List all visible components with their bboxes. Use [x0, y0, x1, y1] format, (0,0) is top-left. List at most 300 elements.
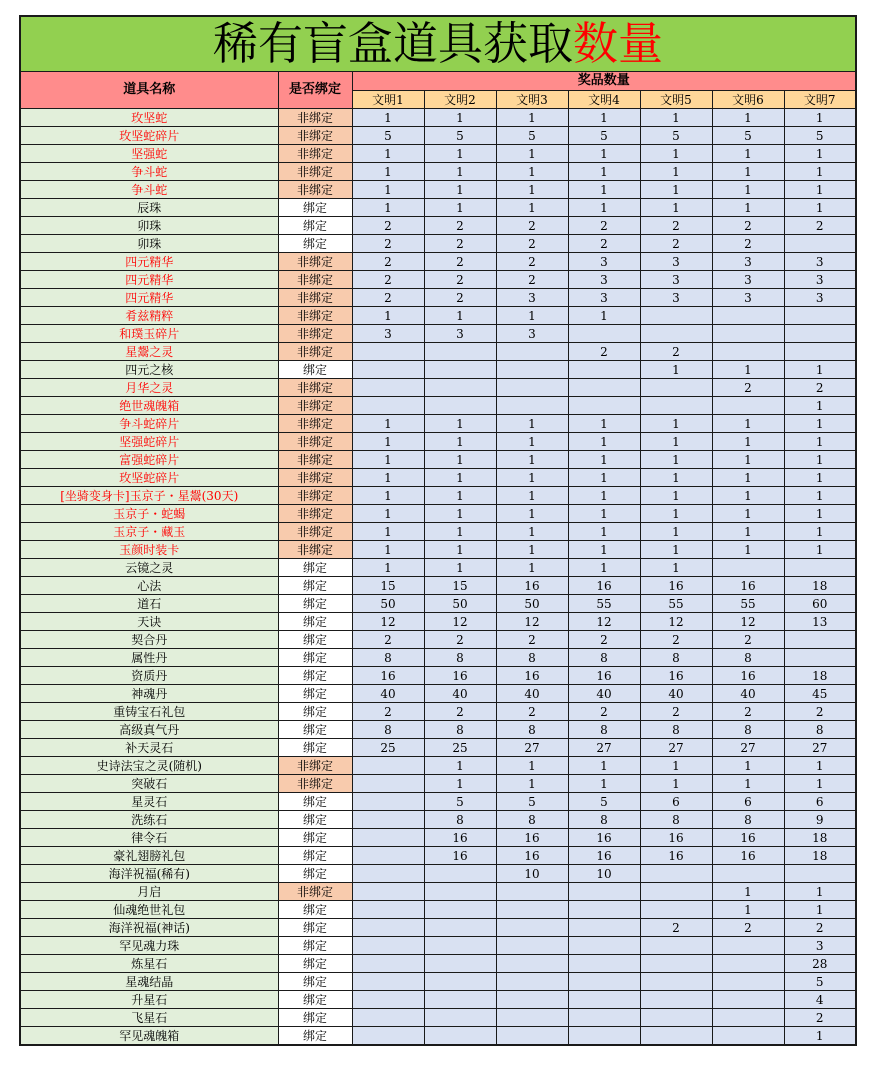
- tier-header-1: 文明1: [352, 91, 424, 109]
- table-row: [20, 811, 856, 829]
- quantity-cell: [352, 1009, 424, 1027]
- quantity-cell: 2: [352, 289, 424, 307]
- quantity-cell: 40: [352, 685, 424, 703]
- quantity-cell: 1: [352, 181, 424, 199]
- quantity-cell: [424, 919, 496, 937]
- quantity-cell: [640, 865, 712, 883]
- quantity-cell: 28: [784, 955, 856, 973]
- item-name-cell: 四元之核: [20, 361, 278, 379]
- quantity-cell: 12: [712, 613, 784, 631]
- quantity-cell: 1: [424, 757, 496, 775]
- table-row: [20, 613, 856, 631]
- quantity-cell: 27: [712, 739, 784, 757]
- quantity-cell: 2: [352, 217, 424, 235]
- item-name-cell: 律令石: [20, 829, 278, 847]
- item-name-cell: 肴兹精粹: [20, 307, 278, 325]
- quantity-cell: 2: [640, 631, 712, 649]
- bind-status-cell: 绑定: [278, 595, 352, 613]
- item-name-cell: 罕见魂魄箱: [20, 1027, 278, 1046]
- header-row: [20, 72, 856, 91]
- bind-status-cell: 非绑定: [278, 415, 352, 433]
- quantity-cell: 1: [784, 361, 856, 379]
- quantity-cell: 1: [784, 541, 856, 559]
- bind-status-cell: 非绑定: [278, 163, 352, 181]
- quantity-cell: 6: [712, 793, 784, 811]
- table-row: [20, 901, 856, 919]
- item-name-cell: 星鬶之灵: [20, 343, 278, 361]
- item-name-cell: 辰珠: [20, 199, 278, 217]
- quantity-cell: 16: [352, 667, 424, 685]
- quantity-cell: [568, 883, 640, 901]
- quantity-cell: 1: [784, 199, 856, 217]
- bind-status-cell: 绑定: [278, 955, 352, 973]
- item-name-cell: 四元精华: [20, 289, 278, 307]
- quantity-cell: 2: [496, 253, 568, 271]
- quantity-cell: [352, 973, 424, 991]
- quantity-cell: 2: [784, 217, 856, 235]
- quantity-cell: 1: [640, 469, 712, 487]
- bind-status-cell: 非绑定: [278, 469, 352, 487]
- quantity-cell: 8: [352, 649, 424, 667]
- quantity-cell: 16: [424, 667, 496, 685]
- quantity-cell: [352, 397, 424, 415]
- quantity-cell: 2: [568, 343, 640, 361]
- quantity-cell: 1: [568, 109, 640, 127]
- bind-status-cell: 非绑定: [278, 325, 352, 343]
- quantity-cell: [496, 343, 568, 361]
- quantity-cell: 2: [784, 379, 856, 397]
- quantity-cell: [424, 955, 496, 973]
- item-name-cell: 海洋祝福(稀有): [20, 865, 278, 883]
- quantity-cell: 3: [640, 289, 712, 307]
- table-row: [20, 1027, 856, 1046]
- quantity-cell: [568, 991, 640, 1009]
- quantity-cell: 1: [784, 1027, 856, 1046]
- bind-status-cell: 非绑定: [278, 271, 352, 289]
- bind-status-cell: 非绑定: [278, 433, 352, 451]
- quantity-cell: 8: [712, 811, 784, 829]
- table-row: [20, 109, 856, 127]
- quantity-cell: [640, 973, 712, 991]
- quantity-cell: 1: [784, 883, 856, 901]
- quantity-cell: [640, 397, 712, 415]
- quantity-cell: 1: [568, 145, 640, 163]
- quantity-cell: 1: [424, 163, 496, 181]
- quantity-cell: 1: [352, 487, 424, 505]
- quantity-cell: [352, 757, 424, 775]
- quantity-cell: 50: [352, 595, 424, 613]
- quantity-cell: 1: [568, 559, 640, 577]
- quantity-cell: 1: [424, 469, 496, 487]
- item-name-cell: 月启: [20, 883, 278, 901]
- quantity-cell: 40: [568, 685, 640, 703]
- quantity-cell: 5: [712, 127, 784, 145]
- table-row: [20, 505, 856, 523]
- quantity-cell: 16: [712, 829, 784, 847]
- quantity-cell: 55: [568, 595, 640, 613]
- table-row: [20, 757, 856, 775]
- quantity-cell: [496, 1009, 568, 1027]
- bind-status-cell: 绑定: [278, 613, 352, 631]
- quantity-cell: 5: [568, 127, 640, 145]
- quantity-cell: [496, 901, 568, 919]
- quantity-cell: [352, 991, 424, 1009]
- tier-header-4: 文明4: [568, 91, 640, 109]
- quantity-cell: 1: [424, 199, 496, 217]
- item-name-cell: 史诗法宝之灵(随机): [20, 757, 278, 775]
- quantity-cell: [568, 919, 640, 937]
- quantity-cell: 1: [712, 487, 784, 505]
- quantity-cell: [424, 397, 496, 415]
- table-row: [20, 469, 856, 487]
- quantity-cell: 16: [568, 847, 640, 865]
- quantity-cell: 1: [352, 505, 424, 523]
- item-name-cell: 重铸宝石礼包: [20, 703, 278, 721]
- quantity-cell: 3: [352, 325, 424, 343]
- item-name-cell: 争斗蛇碎片: [20, 415, 278, 433]
- bind-status-cell: 绑定: [278, 649, 352, 667]
- table-row: [20, 631, 856, 649]
- bind-status-cell: 绑定: [278, 847, 352, 865]
- quantity-cell: 6: [640, 793, 712, 811]
- quantity-cell: 1: [784, 505, 856, 523]
- quantity-cell: 1: [424, 181, 496, 199]
- item-name-cell: 高级真气丹: [20, 721, 278, 739]
- quantity-cell: 2: [784, 703, 856, 721]
- bind-status-cell: 绑定: [278, 631, 352, 649]
- quantity-cell: 2: [712, 703, 784, 721]
- quantity-cell: [496, 1027, 568, 1046]
- quantity-cell: 15: [424, 577, 496, 595]
- quantity-cell: [712, 397, 784, 415]
- quantity-cell: 1: [496, 469, 568, 487]
- quantity-cell: 2: [352, 271, 424, 289]
- item-name-cell: 玫坚蛇碎片: [20, 127, 278, 145]
- quantity-cell: 16: [568, 829, 640, 847]
- bind-status-cell: 非绑定: [278, 883, 352, 901]
- item-name-cell: 契合丹: [20, 631, 278, 649]
- quantity-cell: 60: [784, 595, 856, 613]
- quantity-cell: 16: [640, 847, 712, 865]
- table-row: [20, 775, 856, 793]
- quantity-cell: 18: [784, 847, 856, 865]
- quantity-cell: [712, 1009, 784, 1027]
- table-row: [20, 847, 856, 865]
- quantity-cell: [640, 883, 712, 901]
- quantity-cell: 1: [424, 775, 496, 793]
- quantity-cell: 1: [640, 505, 712, 523]
- tier-header-5: 文明5: [640, 91, 712, 109]
- quantity-cell: 10: [568, 865, 640, 883]
- quantity-cell: [352, 361, 424, 379]
- bind-status-cell: 绑定: [278, 559, 352, 577]
- quantity-cell: 4: [784, 991, 856, 1009]
- quantity-cell: 16: [496, 577, 568, 595]
- table-row: [20, 415, 856, 433]
- quantity-cell: [784, 307, 856, 325]
- table-row: [20, 721, 856, 739]
- item-name-cell: [坐骑变身卡]玉京子・星鬶(30天): [20, 487, 278, 505]
- quantity-cell: 16: [424, 829, 496, 847]
- quantity-cell: 1: [712, 451, 784, 469]
- table-row: [20, 577, 856, 595]
- bind-status-cell: 绑定: [278, 901, 352, 919]
- quantity-cell: [712, 307, 784, 325]
- quantity-cell: 25: [424, 739, 496, 757]
- item-name-cell: 玉颜时装卡: [20, 541, 278, 559]
- quantity-cell: 1: [352, 199, 424, 217]
- bind-status-cell: 非绑定: [278, 541, 352, 559]
- quantity-cell: 3: [712, 253, 784, 271]
- bind-status-cell: 绑定: [278, 937, 352, 955]
- quantity-cell: 1: [784, 433, 856, 451]
- quantity-cell: 2: [352, 253, 424, 271]
- bind-status-cell: 非绑定: [278, 379, 352, 397]
- item-name-cell: 飞星石: [20, 1009, 278, 1027]
- quantity-cell: 1: [640, 487, 712, 505]
- quantity-cell: 1: [640, 361, 712, 379]
- quantity-cell: [352, 829, 424, 847]
- quantity-cell: 1: [640, 415, 712, 433]
- table-row: [20, 487, 856, 505]
- quantity-cell: 1: [352, 415, 424, 433]
- quantity-cell: [784, 343, 856, 361]
- item-quantity-table: [19, 15, 857, 1046]
- quantity-cell: 2: [496, 271, 568, 289]
- item-name-cell: 突破石: [20, 775, 278, 793]
- quantity-cell: 27: [496, 739, 568, 757]
- quantity-cell: [424, 379, 496, 397]
- quantity-cell: [640, 955, 712, 973]
- quantity-cell: 3: [568, 289, 640, 307]
- item-name-cell: 仙魂绝世礼包: [20, 901, 278, 919]
- quantity-cell: 1: [640, 541, 712, 559]
- quantity-cell: 1: [424, 145, 496, 163]
- table-row: [20, 667, 856, 685]
- item-name-cell: 卯珠: [20, 235, 278, 253]
- quantity-cell: 9: [784, 811, 856, 829]
- item-name-cell: 四元精华: [20, 271, 278, 289]
- item-name-cell: 洗练石: [20, 811, 278, 829]
- quantity-cell: [352, 811, 424, 829]
- quantity-cell: 1: [640, 109, 712, 127]
- quantity-cell: 1: [784, 397, 856, 415]
- table-row: [20, 181, 856, 199]
- quantity-cell: 2: [712, 379, 784, 397]
- quantity-cell: 3: [496, 325, 568, 343]
- bind-status-cell: 非绑定: [278, 181, 352, 199]
- quantity-cell: 1: [352, 469, 424, 487]
- quantity-cell: 1: [568, 415, 640, 433]
- quantity-cell: 16: [496, 829, 568, 847]
- quantity-cell: 16: [568, 577, 640, 595]
- quantity-cell: [784, 559, 856, 577]
- quantity-cell: 40: [712, 685, 784, 703]
- quantity-cell: 3: [640, 271, 712, 289]
- quantity-cell: 8: [568, 721, 640, 739]
- quantity-cell: 3: [784, 289, 856, 307]
- quantity-cell: 2: [424, 631, 496, 649]
- item-name-cell: 云镜之灵: [20, 559, 278, 577]
- item-name-cell: 海洋祝福(神话): [20, 919, 278, 937]
- quantity-cell: 3: [568, 271, 640, 289]
- quantity-cell: 6: [784, 793, 856, 811]
- quantity-cell: [496, 397, 568, 415]
- bind-status-cell: 绑定: [278, 829, 352, 847]
- quantity-cell: 3: [784, 937, 856, 955]
- quantity-cell: 1: [784, 145, 856, 163]
- table-row: [20, 595, 856, 613]
- quantity-cell: 1: [640, 451, 712, 469]
- bind-status-cell: 绑定: [278, 865, 352, 883]
- quantity-cell: 1: [784, 181, 856, 199]
- quantity-cell: 2: [496, 703, 568, 721]
- bind-status-cell: 绑定: [278, 973, 352, 991]
- quantity-cell: 1: [784, 109, 856, 127]
- quantity-cell: 8: [568, 649, 640, 667]
- table-row: [20, 235, 856, 253]
- quantity-cell: 13: [784, 613, 856, 631]
- tier-header-6: 文明6: [712, 91, 784, 109]
- prize-quantity-header: 奖品数量: [352, 72, 856, 91]
- quantity-cell: 3: [712, 289, 784, 307]
- table-row: [20, 343, 856, 361]
- item-name-cell: 和璞玉碎片: [20, 325, 278, 343]
- quantity-cell: [352, 1027, 424, 1046]
- quantity-cell: [424, 1009, 496, 1027]
- bind-status-cell: 绑定: [278, 577, 352, 595]
- quantity-cell: 8: [496, 811, 568, 829]
- quantity-cell: 1: [784, 523, 856, 541]
- quantity-cell: 1: [712, 523, 784, 541]
- item-name-cell: 资质丹: [20, 667, 278, 685]
- quantity-cell: 18: [784, 829, 856, 847]
- quantity-cell: [424, 865, 496, 883]
- quantity-cell: [568, 397, 640, 415]
- quantity-cell: [496, 919, 568, 937]
- quantity-cell: 1: [712, 109, 784, 127]
- quantity-cell: [424, 883, 496, 901]
- quantity-cell: 3: [712, 271, 784, 289]
- quantity-cell: 5: [784, 127, 856, 145]
- table-row: [20, 685, 856, 703]
- quantity-cell: 1: [640, 181, 712, 199]
- quantity-cell: [424, 361, 496, 379]
- item-name-cell: 月华之灵: [20, 379, 278, 397]
- quantity-cell: [784, 325, 856, 343]
- quantity-cell: 12: [640, 613, 712, 631]
- quantity-cell: [352, 955, 424, 973]
- item-name-cell: 罕见魂力珠: [20, 937, 278, 955]
- quantity-cell: [568, 1027, 640, 1046]
- quantity-cell: [352, 379, 424, 397]
- quantity-cell: [640, 379, 712, 397]
- bind-status-cell: 非绑定: [278, 109, 352, 127]
- quantity-cell: [496, 991, 568, 1009]
- quantity-cell: 55: [712, 595, 784, 613]
- quantity-cell: [352, 883, 424, 901]
- table-row: [20, 991, 856, 1009]
- title-accent: 数量: [573, 17, 664, 70]
- quantity-cell: 1: [712, 145, 784, 163]
- quantity-cell: 3: [640, 253, 712, 271]
- quantity-cell: 1: [424, 433, 496, 451]
- quantity-cell: 1: [712, 505, 784, 523]
- quantity-cell: 12: [496, 613, 568, 631]
- quantity-cell: [424, 991, 496, 1009]
- quantity-cell: 2: [568, 235, 640, 253]
- quantity-cell: 1: [640, 757, 712, 775]
- quantity-cell: 15: [352, 577, 424, 595]
- bind-status-cell: 非绑定: [278, 145, 352, 163]
- item-name-cell: 神魂丹: [20, 685, 278, 703]
- quantity-cell: 2: [712, 235, 784, 253]
- quantity-cell: 1: [352, 559, 424, 577]
- quantity-cell: 1: [496, 109, 568, 127]
- item-name-cell: 星魂结晶: [20, 973, 278, 991]
- quantity-cell: 1: [496, 307, 568, 325]
- item-name-cell: 玫坚蛇: [20, 109, 278, 127]
- quantity-cell: 1: [784, 469, 856, 487]
- quantity-cell: 2: [352, 703, 424, 721]
- bind-status-cell: 绑定: [278, 685, 352, 703]
- quantity-cell: 1: [496, 541, 568, 559]
- tier-header-7: 文明7: [784, 91, 856, 109]
- bind-status-cell: 非绑定: [278, 523, 352, 541]
- quantity-cell: 8: [712, 649, 784, 667]
- quantity-cell: 5: [424, 127, 496, 145]
- bind-status-cell: 绑定: [278, 721, 352, 739]
- quantity-cell: 1: [712, 775, 784, 793]
- quantity-cell: 1: [568, 181, 640, 199]
- bind-status-cell: 绑定: [278, 199, 352, 217]
- quantity-cell: 8: [640, 649, 712, 667]
- table-row: [20, 649, 856, 667]
- table-row: [20, 955, 856, 973]
- quantity-cell: 27: [640, 739, 712, 757]
- quantity-cell: 1: [496, 199, 568, 217]
- quantity-cell: 2: [352, 235, 424, 253]
- quantity-cell: [640, 307, 712, 325]
- quantity-cell: 12: [568, 613, 640, 631]
- quantity-cell: 1: [784, 757, 856, 775]
- quantity-cell: 5: [496, 793, 568, 811]
- bind-status-cell: 绑定: [278, 739, 352, 757]
- quantity-cell: 18: [784, 667, 856, 685]
- quantity-cell: 1: [568, 487, 640, 505]
- bind-status-cell: 非绑定: [278, 487, 352, 505]
- quantity-cell: 2: [640, 235, 712, 253]
- quantity-cell: [640, 901, 712, 919]
- bind-status-cell: 绑定: [278, 811, 352, 829]
- quantity-cell: 1: [424, 487, 496, 505]
- table-row: [20, 145, 856, 163]
- bind-status-cell: 非绑定: [278, 307, 352, 325]
- item-name-cell: 补天灵石: [20, 739, 278, 757]
- item-name-cell: 争斗蛇: [20, 181, 278, 199]
- quantity-cell: 5: [568, 793, 640, 811]
- quantity-cell: 18: [784, 577, 856, 595]
- quantity-cell: 8: [424, 811, 496, 829]
- quantity-cell: 25: [352, 739, 424, 757]
- quantity-cell: 16: [712, 847, 784, 865]
- item-name-cell: 争斗蛇: [20, 163, 278, 181]
- quantity-cell: 1: [496, 559, 568, 577]
- quantity-cell: 1: [568, 505, 640, 523]
- quantity-cell: 1: [424, 559, 496, 577]
- quantity-cell: [352, 865, 424, 883]
- quantity-cell: 45: [784, 685, 856, 703]
